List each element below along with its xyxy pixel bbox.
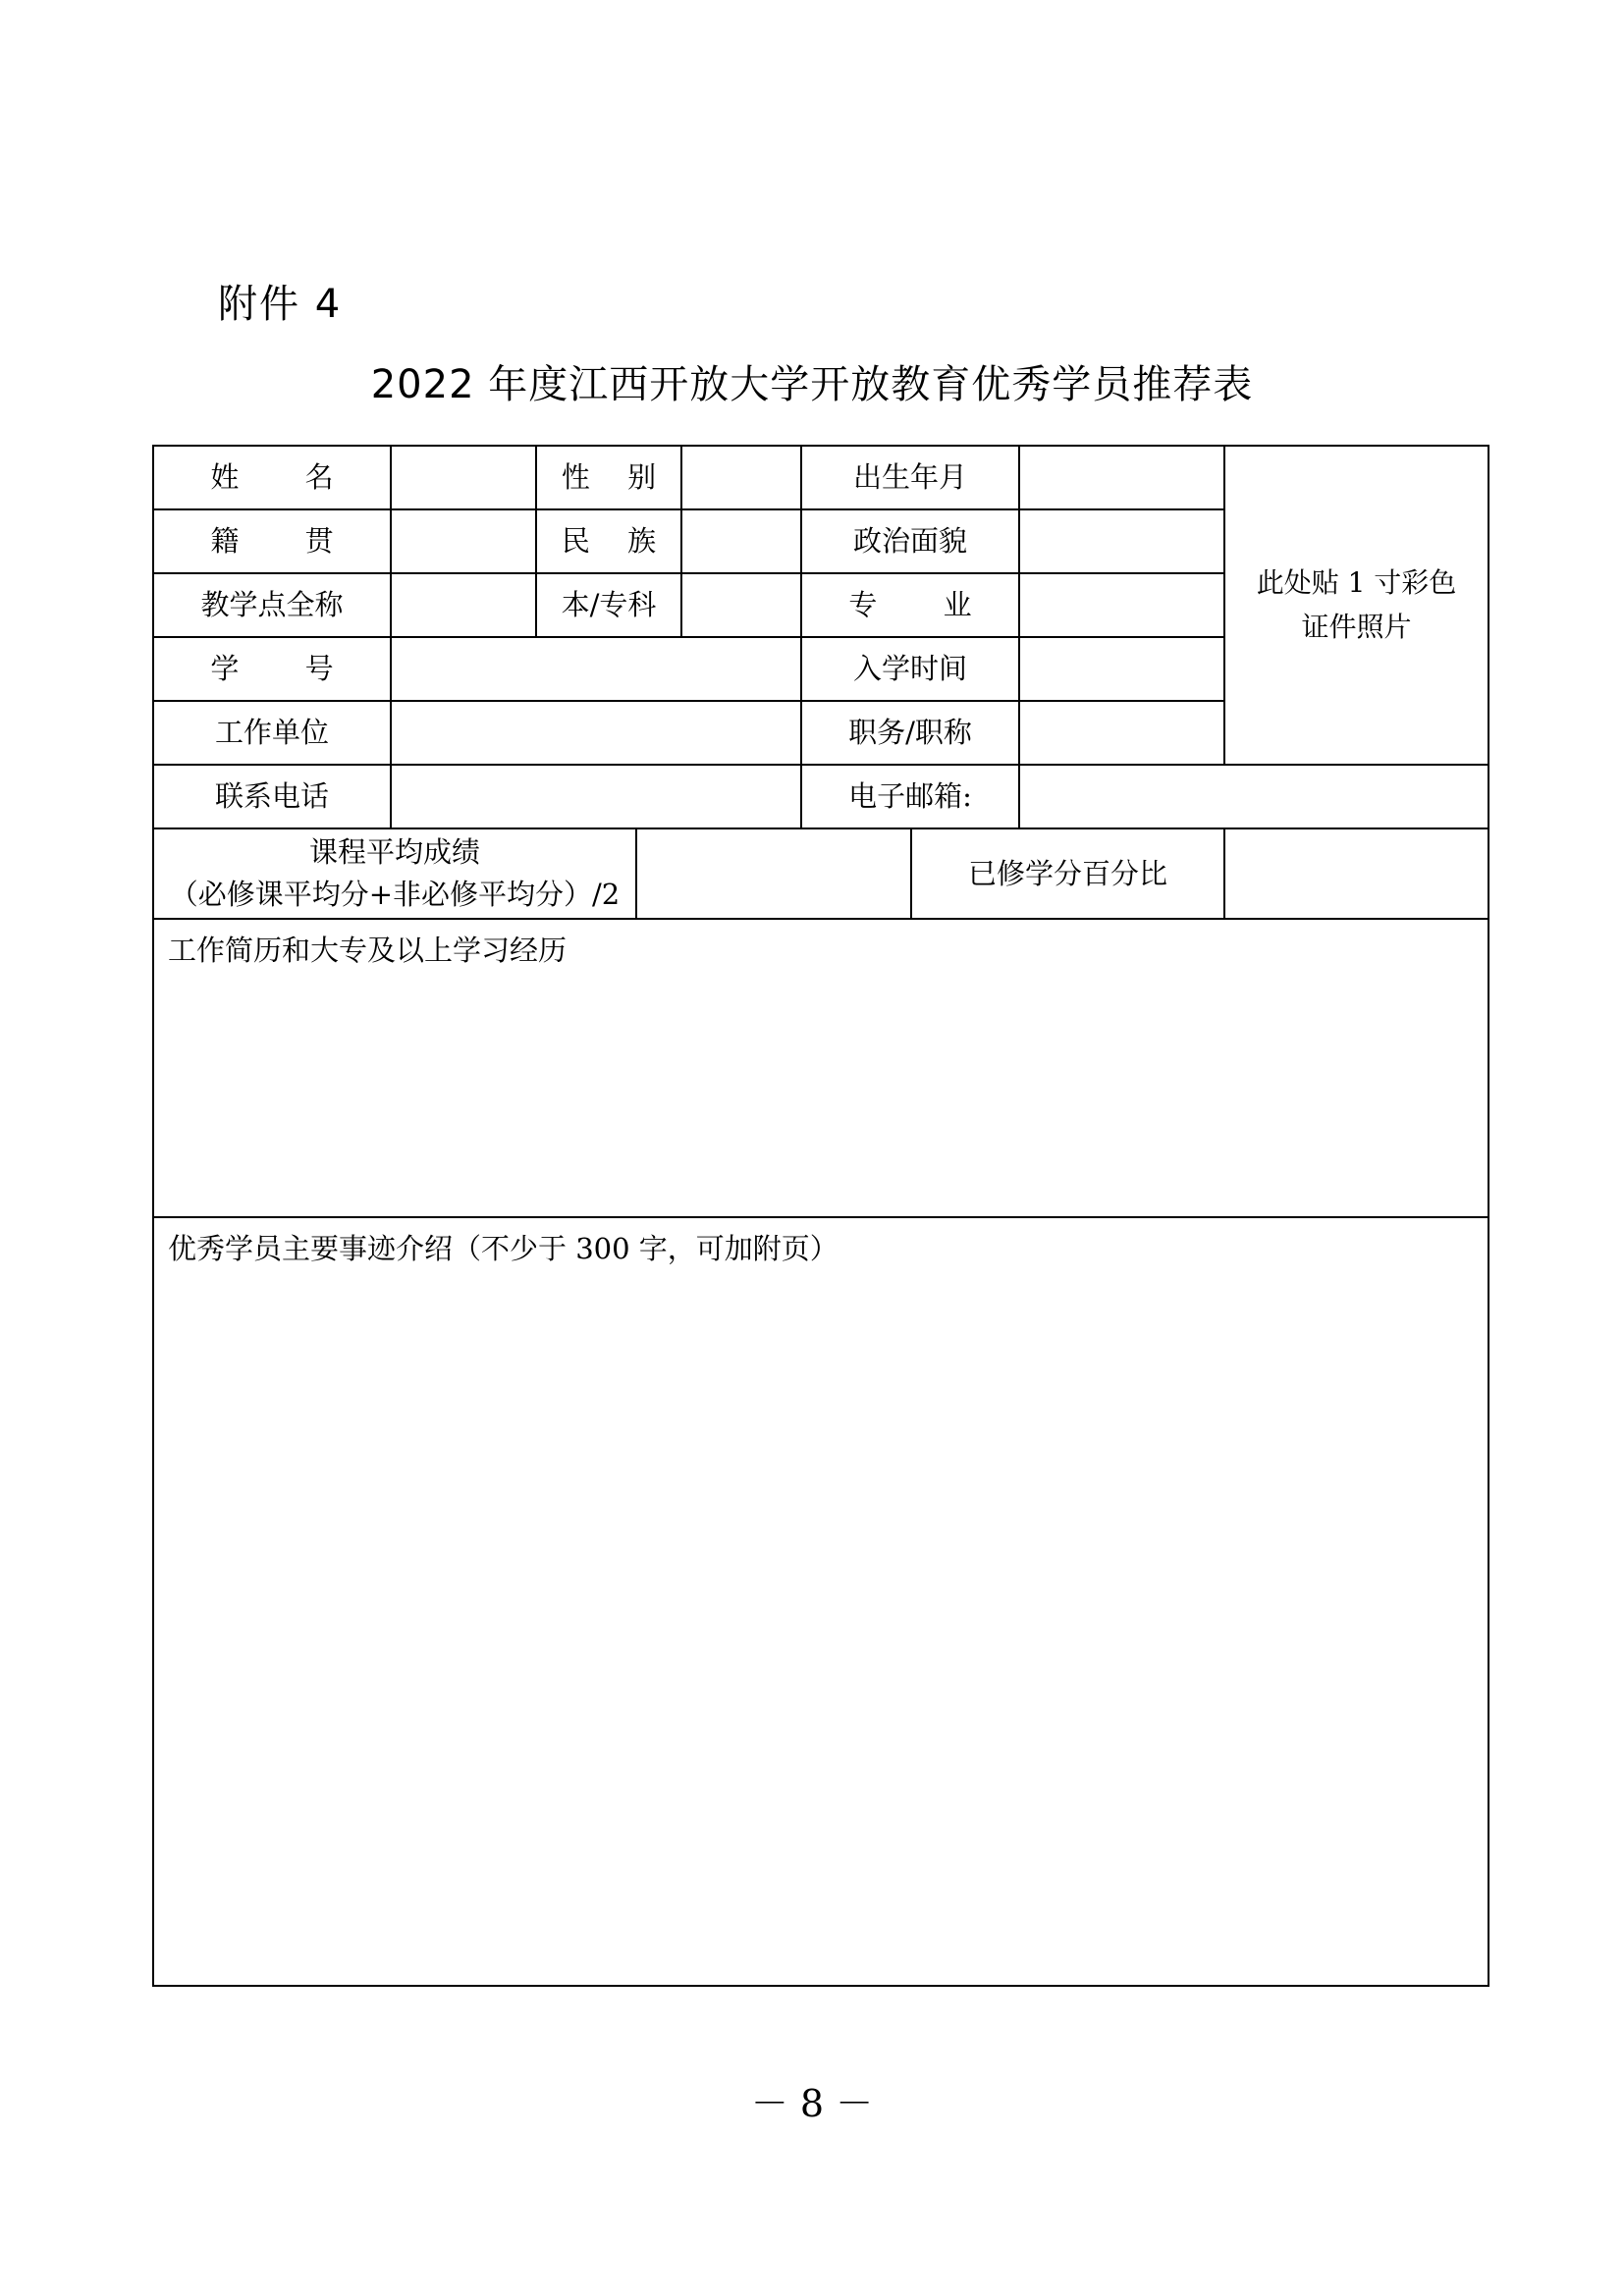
label-ethnicity: 民 族: [536, 509, 681, 573]
value-gender[interactable]: [681, 446, 801, 509]
value-name[interactable]: [391, 446, 536, 509]
deeds-field[interactable]: [153, 1217, 1489, 1986]
attachment-label: 附件 4: [218, 282, 343, 327]
label-phone: 联系电话: [153, 765, 391, 828]
photo-placeholder: [1224, 446, 1489, 765]
label-native-place: 籍 贯: [153, 509, 391, 573]
value-email[interactable]: [1019, 765, 1489, 828]
label-deeds: 优秀学员主要事迹介绍（不少于 300 字，可加附页）: [168, 1232, 839, 1265]
recommendation-form: [152, 445, 1488, 1987]
label-student-id: 学 号: [153, 637, 391, 701]
label-credit-pct: 已修学分百分比: [911, 828, 1224, 919]
resume-field[interactable]: [153, 919, 1489, 1217]
avg-score-line1: 课程平均成绩: [308, 834, 480, 869]
label-enroll-time: 入学时间: [801, 637, 1019, 701]
form-table-bottom: [152, 828, 1489, 1987]
value-phone[interactable]: [391, 765, 801, 828]
label-position: 职务/职称: [801, 701, 1019, 765]
label-level: 本/专科: [536, 573, 681, 637]
value-ethnicity[interactable]: [681, 509, 801, 573]
page-number: － 8 －: [750, 2082, 874, 2125]
photo-text-line1: 此处贴 1 寸彩色: [1256, 565, 1457, 599]
label-resume: 工作简历和大专及以上学习经历: [168, 934, 568, 967]
label-gender: 性 别: [536, 446, 681, 509]
value-avg-score[interactable]: [636, 828, 911, 919]
label-email: 电子邮箱:: [801, 765, 1019, 828]
value-native-place[interactable]: [391, 509, 536, 573]
label-birth: 出生年月: [801, 446, 1019, 509]
value-birth[interactable]: [1019, 446, 1224, 509]
label-employer: 工作单位: [153, 701, 391, 765]
value-study-center[interactable]: [391, 573, 536, 637]
label-major: 专 业: [801, 573, 1019, 637]
form-table-top: [152, 445, 1489, 829]
value-level[interactable]: [681, 573, 801, 637]
value-credit-pct[interactable]: [1224, 828, 1489, 919]
value-political-status[interactable]: [1019, 509, 1224, 573]
label-name: 姓 名: [153, 446, 391, 509]
avg-score-line2: （必修课平均分+非必修平均分）/2: [169, 878, 621, 911]
value-employer[interactable]: [391, 701, 801, 765]
label-political-status: 政治面貌: [801, 509, 1019, 573]
value-student-id[interactable]: [391, 637, 801, 701]
value-position[interactable]: [1019, 701, 1224, 765]
label-study-center: 教学点全称: [153, 573, 391, 637]
value-enroll-time[interactable]: [1019, 637, 1224, 701]
value-major[interactable]: [1019, 573, 1224, 637]
form-title: 2022 年度江西开放大学开放教育优秀学员推荐表: [370, 362, 1254, 407]
photo-text-line2: 证件照片: [1301, 610, 1412, 643]
label-avg-score: [153, 828, 636, 919]
